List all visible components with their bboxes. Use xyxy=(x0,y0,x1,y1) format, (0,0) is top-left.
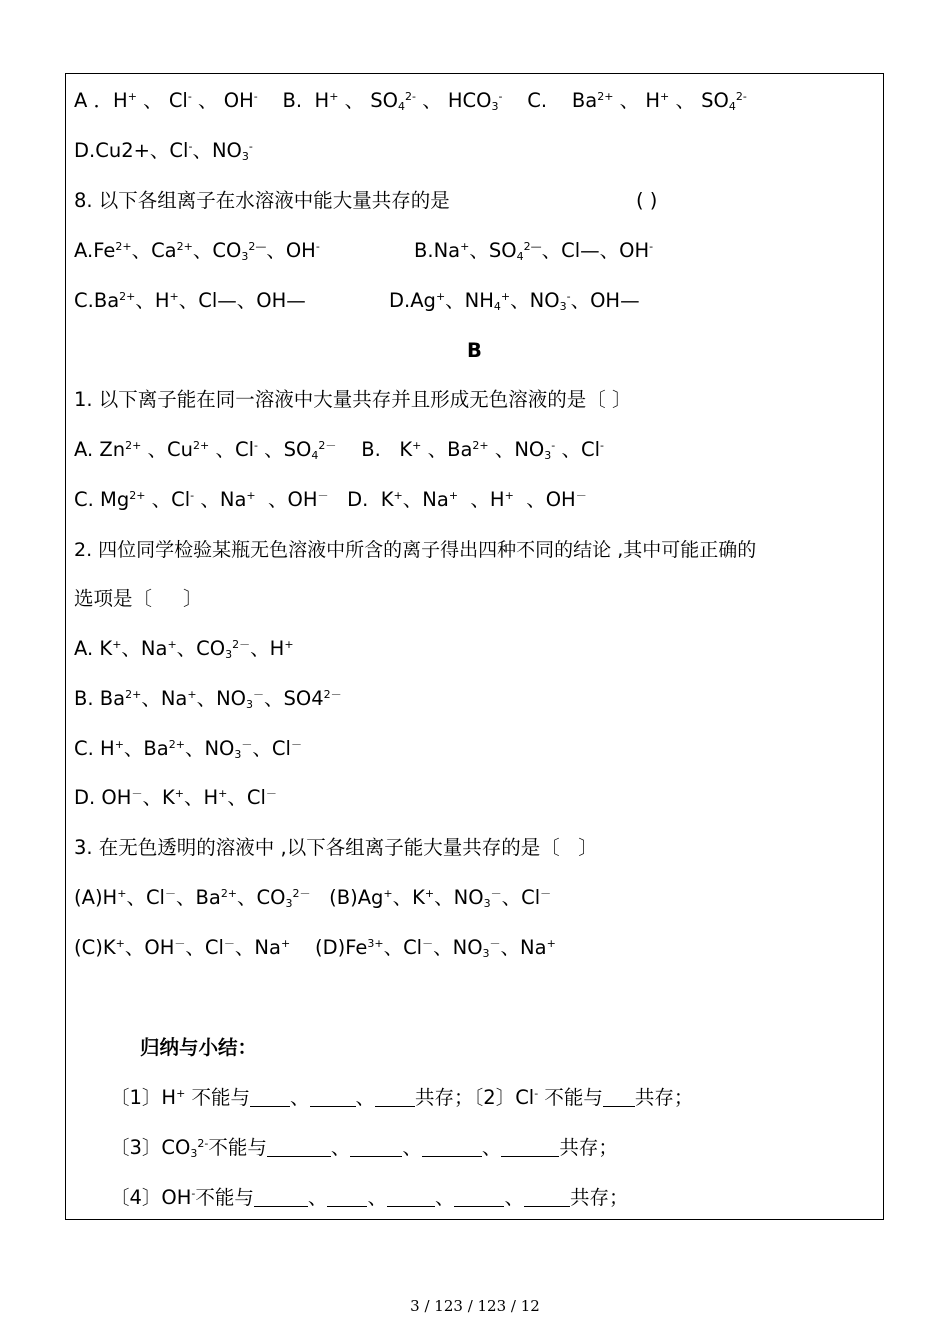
q8-answer-paren: ( ) xyxy=(636,189,658,212)
fill-blank[interactable] xyxy=(250,1088,290,1107)
fill-blank[interactable] xyxy=(254,1188,308,1207)
fill-blank[interactable] xyxy=(501,1138,559,1157)
fill-blank[interactable] xyxy=(327,1188,367,1207)
b-q2-stem-line1: 2. 四位同学检验某瓶无色溶液中所含的离子得出四种不同的结论 ,其中可能正确的 xyxy=(74,539,757,561)
b-q3-options-ab: (A)H+、Cl－、$Ba^{2+}$、$CO_3^{2-}$ (B)Ag+、K+、$NO_3^-$、Cl－ xyxy=(74,886,552,910)
summary-title: 归纳与小结： xyxy=(140,1036,258,1059)
b-q2-option-d: D. OH－、K+、H+、Cl－ xyxy=(74,786,277,809)
summary-row-3: 〔4〕OH-不能与 、 、 、 、 共存； xyxy=(110,1186,629,1209)
fill-blank[interactable] xyxy=(350,1138,402,1157)
fill-blank[interactable] xyxy=(387,1188,435,1207)
q7-options-line1: A ．H+ 、 Cl- 、 OH- B. H+ 、 $SO_4^{2-}$ 、 $HCO_3^-$ C. $Ba^{2+}$ 、 H+ 、 $SO_4^{2-}$ xyxy=(74,89,747,113)
fill-blank[interactable] xyxy=(310,1088,356,1107)
page-number: 3 / 123 / 123 / 12 xyxy=(410,1297,540,1315)
b-q1-stem: 1. 以下离子能在同一溶液中大量共存并且形成无色溶液的是〔 〕 xyxy=(74,388,632,411)
fill-blank[interactable] xyxy=(454,1188,504,1207)
fill-blank[interactable] xyxy=(375,1088,415,1107)
q8-stem: 8. 以下各组离子在水溶液中能大量共存的是 ( ) xyxy=(74,189,658,212)
summary-row-1: 〔1〕H+ 不能与 、 、 共存；〔2〕Cl- 不能与 共存； xyxy=(110,1086,694,1109)
b-q2-stem-line2: 选项是〔 〕 xyxy=(74,587,203,610)
b-q3-stem: 3. 在无色透明的溶液中 ,以下各组离子能大量共存的是〔 〕 xyxy=(74,836,598,859)
q7-options-line2: D.Cu2+、Cl-、$NO_3^-$ xyxy=(74,139,253,163)
b-q1-options-ab: A. $Zn^{2+}$ 、$Cu^{2+}$ 、Cl- 、$SO_4^{2-}$ B. K+ 、$Ba^{2+}$ 、$NO_3^-$ 、Cl- xyxy=(74,438,604,462)
fill-blank[interactable] xyxy=(603,1088,635,1107)
q8-options-ab: $A.Fe^{2+}$、$Ca^{2+}$、$CO_3^{2—}$、OH- B.Na+、$SO_4^{2—}$、Cl—、OH- xyxy=(74,239,654,263)
b-q2-option-b: B. $Ba^{2+}$、Na+、$NO_3^-$、$SO4^{2-}$ xyxy=(74,687,342,711)
fill-blank[interactable] xyxy=(524,1188,570,1207)
q8-options-cd: $C.Ba^{2+}$、H+、Cl—、OH— D.Ag+、$NH_4^+$、$NO_3^-$、OH— xyxy=(74,289,640,313)
b-q1-options-cd: C. $Mg^{2+}$ 、Cl- 、Na+ 、OH－ D. K+、Na+ 、H+ 、OH－ xyxy=(74,488,587,511)
fill-blank[interactable] xyxy=(422,1138,482,1157)
fill-blank[interactable] xyxy=(267,1138,331,1157)
b-q2-option-a: A. K+、Na+、$CO_3^{2-}$、H+ xyxy=(74,637,294,661)
q8-option-d: D.Ag+、$NH_4^+$、$NO_3^-$、OH— xyxy=(389,289,640,313)
q8-option-b: B.Na+、$SO_4^{2—}$、Cl—、OH- xyxy=(414,239,654,263)
summary-row-2: 〔3〕$CO_3^{2-}$不能与 、 、 、 共存； xyxy=(110,1136,618,1160)
b-q2-option-c: C. H+、$Ba^{2+}$、$NO_3^-$、Cl－ xyxy=(74,737,302,761)
b-q3-options-cd: (C)K+、OH－、Cl－、Na+ $(D)Fe^{3+}$、Cl－、$NO_3^-$、Na+ xyxy=(74,936,556,960)
section-b-heading: B xyxy=(467,339,482,362)
